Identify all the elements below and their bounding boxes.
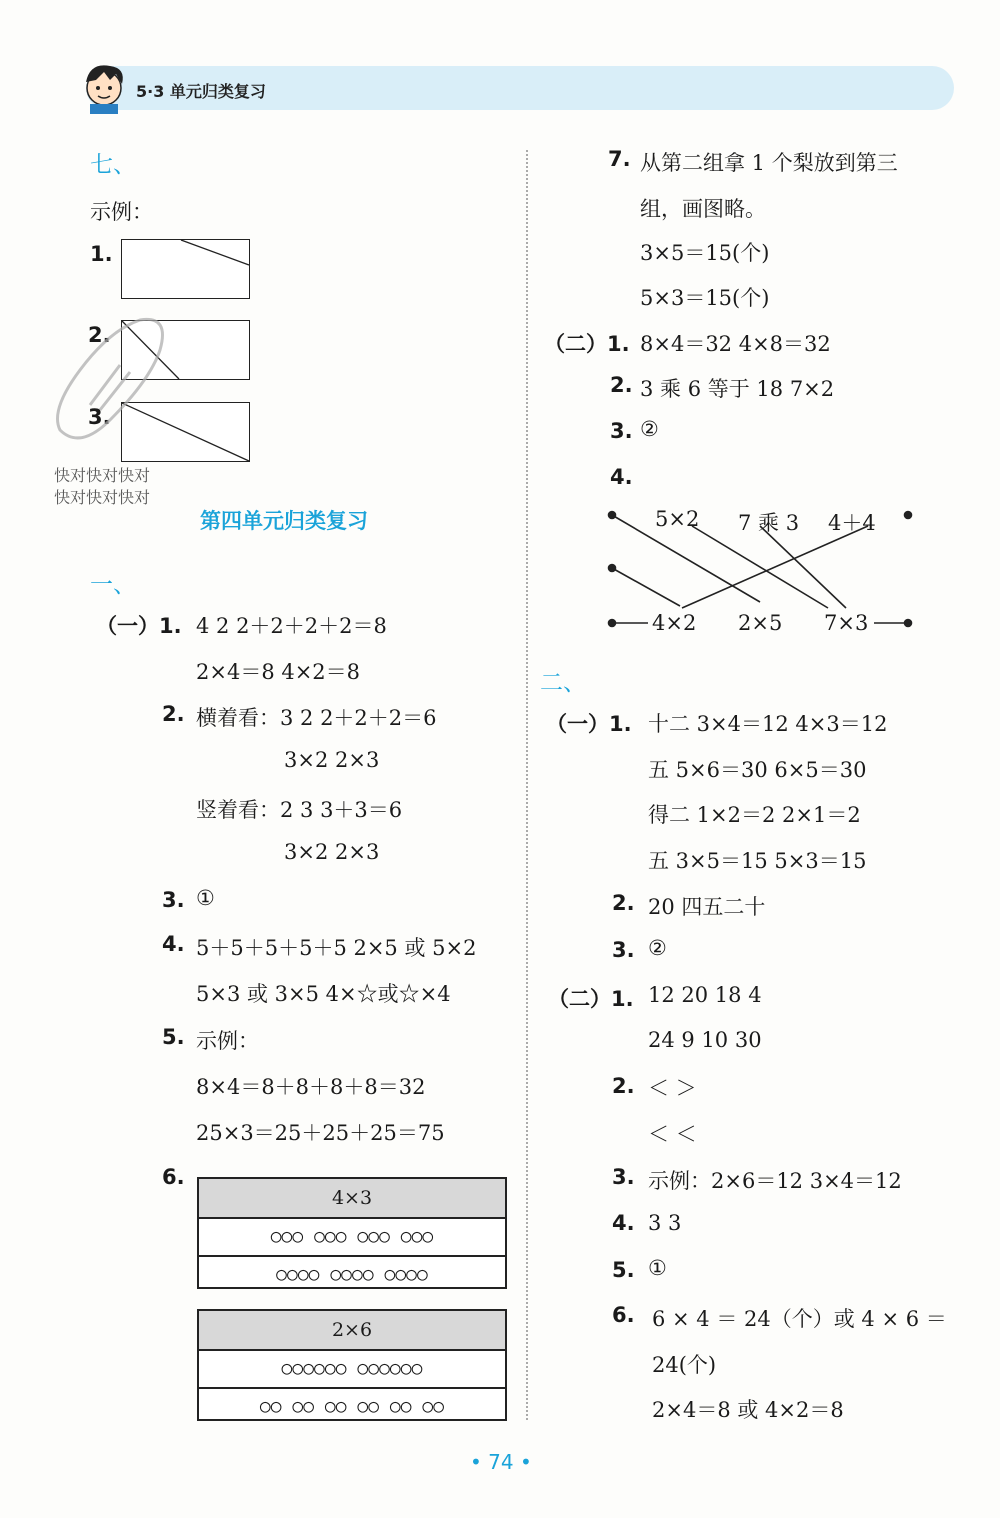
p1-answer-a: 4 2 2＋2＋2＋2＝8 <box>196 614 387 638</box>
t1-answer-a: 十二 3×4＝12 4×3＝12 <box>648 712 888 736</box>
item-1-label: 1. <box>90 242 113 266</box>
u2-label: 2. <box>612 1074 635 1098</box>
match-top-2: 7 乘 3 <box>738 511 800 535</box>
match-top-3: 4＋4 <box>828 511 876 535</box>
section-two: 二、 <box>540 670 586 696</box>
u3-answer: 示例：2×6＝12 3×4＝12 <box>648 1169 902 1193</box>
q5-answer-b: 25×3＝25＋25＋25＝75 <box>196 1121 445 1145</box>
watermark-line-1: 快对快对快对 <box>54 466 151 485</box>
part-2-label: （二）1. <box>544 332 630 356</box>
q3-answer: ① <box>196 886 215 910</box>
t3-label: 3. <box>612 938 635 962</box>
u4-answer: 3 3 <box>648 1211 682 1235</box>
u2-answer-b: ＜ ＜ <box>648 1122 697 1146</box>
u6-answer-c: 2×4＝8 或 4×2＝8 <box>652 1398 844 1422</box>
u4-label: 4. <box>612 1211 635 1235</box>
item-2-label: 2. <box>88 323 111 347</box>
t2-answer: 20 四五二十 <box>648 895 766 919</box>
match-bottom-2: 2×5 <box>738 611 783 635</box>
t1-answer-b: 五 5×6＝30 6×5＝30 <box>648 758 867 782</box>
p2-answer-1: 8×4＝32 4×8＝32 <box>640 332 831 356</box>
q3-label: 3. <box>162 888 185 912</box>
q2-answer-d: 3×2 2×3 <box>284 840 380 864</box>
q7-answer-a: 从第二组拿 1 个梨放到第三 <box>640 151 898 175</box>
q5-label: 5. <box>162 1025 185 1049</box>
q5-example: 示例： <box>196 1029 259 1053</box>
r2-answer: 3 乘 6 等于 18 7×2 <box>640 377 835 401</box>
q7-answer-d: 5×3＝15(个) <box>640 286 770 310</box>
stamp-watermark-icon <box>40 310 180 460</box>
table-1-row-1: ○○○ ○○○ ○○○ ○○○ <box>199 1219 505 1257</box>
t2-label: 2. <box>612 891 635 915</box>
match-bottom-1: 4×2 <box>652 611 697 635</box>
r3-answer: ② <box>640 417 659 441</box>
u6-label: 6. <box>612 1303 635 1327</box>
r3-label: 3. <box>610 419 633 443</box>
header-title: 5·3 单元归类复习 <box>136 82 266 101</box>
example-label: 示例： <box>90 200 153 224</box>
q2-answer-a: 横着看：3 2 2＋2＋2＝6 <box>196 706 437 730</box>
t1-label: （一）1. <box>546 712 632 736</box>
match-bottom-3: 7×3 <box>824 611 869 635</box>
q2-answer-b: 3×2 2×3 <box>284 748 380 772</box>
table-1-row-2: ○○○○ ○○○○ ○○○○ <box>276 1264 428 1285</box>
part-1-label: （一）1. <box>96 614 182 638</box>
u2-answer-a: ＜ ＞ <box>648 1076 697 1100</box>
u1-answer-b: 24 9 10 30 <box>648 1028 762 1052</box>
q2-label: 2. <box>162 702 185 726</box>
q5-answer-a: 8×4＝8＋8＋8＋8＝32 <box>196 1075 426 1099</box>
watermark-line-2: 快对快对快对 <box>54 488 151 507</box>
item-3-label: 3. <box>88 405 111 429</box>
rectangle-1-cut <box>121 239 251 300</box>
u1-label: （二）1. <box>548 987 634 1011</box>
u1-answer-a: 12 20 18 4 <box>648 983 762 1007</box>
cartoon-boy-icon <box>80 58 132 114</box>
q4-answer-a: 5＋5＋5＋5＋5 2×5 或 5×2 <box>196 936 477 960</box>
page-number: • 74 • <box>470 1450 532 1474</box>
unit-title: 第四单元归类复习 <box>200 509 368 533</box>
table-2-row-2: ○○ ○○ ○○ ○○ ○○ ○○ <box>259 1396 445 1417</box>
circle-table-1 <box>197 1177 507 1289</box>
t1-answer-c: 得二 1×2＝2 2×1＝2 <box>648 803 861 827</box>
section-one: 一、 <box>90 572 136 598</box>
q7-answer-c: 3×5＝15(个) <box>640 241 770 265</box>
q7-answer-b: 组，画图略。 <box>640 197 766 221</box>
match-top-1: 5×2 <box>655 507 700 531</box>
u5-answer: ① <box>648 1256 667 1280</box>
r2-label: 2. <box>610 373 633 397</box>
table-2-row-1: ○○○○○○ ○○○○○○ <box>199 1351 505 1389</box>
p1-answer-b: 2×4＝8 4×2＝8 <box>196 660 361 684</box>
u3-label: 3. <box>612 1165 635 1189</box>
q4-label: 4. <box>162 932 185 956</box>
u5-label: 5. <box>612 1258 635 1282</box>
table-1-header: 4×3 <box>199 1179 505 1219</box>
u6-answer-b: 24(个) <box>652 1353 717 1377</box>
q2-answer-c: 竖着看：2 3 3＋3＝6 <box>196 798 403 822</box>
circle-table-2 <box>197 1309 507 1421</box>
u6-answer-a: 6 × 4 ＝ 24（个）或 4 × 6 ＝ <box>652 1307 947 1331</box>
t3-answer: ② <box>648 936 667 960</box>
column-divider <box>526 150 528 1420</box>
q7-label: 7. <box>608 147 631 171</box>
q4-answer-b: 5×3 或 3×5 4×☆或☆×4 <box>196 982 451 1006</box>
t1-answer-d: 五 3×5＝15 5×3＝15 <box>648 849 867 873</box>
table-2-header: 2×6 <box>199 1311 505 1351</box>
section-seven: 七、 <box>90 152 136 178</box>
q6-label: 6. <box>162 1165 185 1189</box>
r4-label: 4. <box>610 465 633 489</box>
